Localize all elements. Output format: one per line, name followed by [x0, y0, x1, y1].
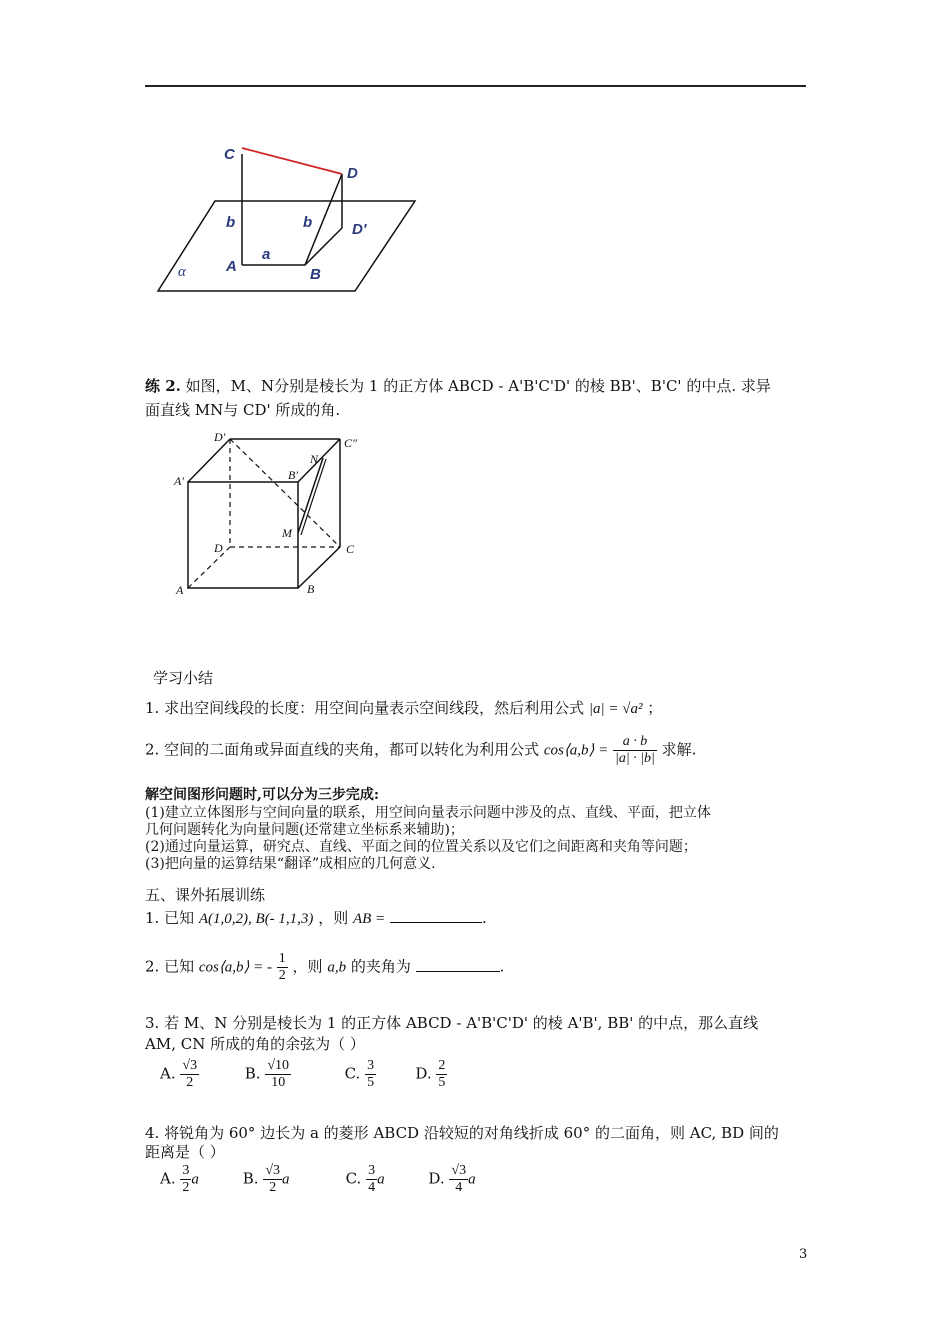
label-a-point: A — [226, 258, 237, 275]
figure-plane-diagram — [150, 140, 430, 300]
q2-den: 2 — [278, 968, 286, 983]
q1-ab: AB = — [353, 911, 386, 927]
figure-cube — [170, 425, 370, 605]
q2-math: cos⟨a,b⟩ = - — [198, 959, 272, 976]
summary-item1 — [145, 697, 662, 718]
cube-label-d: D — [214, 541, 223, 555]
summary-item1-formula: |a| = √a² — [588, 701, 643, 717]
q4-options — [160, 1163, 498, 1196]
exercise2-line1 — [145, 375, 771, 396]
steps-line1b: 几何问题转化为向量问题(还常建立坐标系来辅助)； — [145, 822, 464, 838]
summary-title: 学习小结 — [153, 669, 214, 687]
cube-label-a: A — [176, 583, 184, 597]
q4-option-c[interactable]: C. $\frac{3}{4}$ a — [345, 1163, 385, 1195]
steps-heading: 解空间图形问题时,可以分为三步完成: — [145, 787, 380, 803]
q2-end: . — [499, 957, 505, 976]
steps-line3: (3)把向量的运算结果“翻译”成相应的几何意义. — [145, 856, 436, 872]
summary-item2-num: a · b — [613, 734, 657, 751]
exercise2-line2: 面直线 MN与 CD' 所成的角. — [145, 401, 341, 419]
summary-item2-end: 求解. — [661, 740, 697, 759]
q4-option-b[interactable]: B. $\frac{√3}{2}$ a — [242, 1163, 290, 1195]
q2-ab: a,b — [327, 959, 347, 976]
cube-label-a1: A′ — [174, 474, 184, 488]
summary-item1-end: ； — [647, 699, 663, 717]
label-b-left: b — [226, 214, 236, 231]
cube-label-d1: D′ — [214, 430, 226, 444]
q3-option-d[interactable]: D. $\frac{2}{5}$ — [415, 1058, 446, 1090]
label-alpha: α — [178, 264, 186, 280]
label-b-point: B — [310, 266, 321, 283]
summary-item2 — [145, 734, 696, 767]
summary-item2-fraction — [613, 734, 657, 767]
steps-line2: (2)通过向量运算，研究点、直线、平面之间的位置关系以及它们之间距离和夹角等问题； — [145, 839, 697, 855]
exercise2-label: 练 2. — [145, 377, 181, 395]
label-a-length: a — [262, 246, 271, 263]
exercise2-text1: 如图，M、N分别是棱长为 1 的正方体 ABCD - A'B'C'D' 的棱 BB'、B'C' 的中点. 求异 — [185, 377, 771, 395]
summary-item2-den: |a| · |b| — [614, 751, 655, 766]
cube-label-b: B — [307, 582, 315, 596]
q2-mid: ，则 — [292, 957, 323, 976]
q3-line1: 3. 若 M、N 分别是棱长为 1 的正方体 ABCD - A'B'C'D' 的棱 A'B', BB' 的中点，那么直线 — [145, 1014, 759, 1032]
q3-option-b[interactable]: B. $\frac{√10}{10}$ — [244, 1058, 290, 1090]
q3-line2: AM, CN 所成的角的余弦为（ ） — [145, 1035, 365, 1053]
cube-label-c: C — [346, 542, 355, 556]
summary-item2-text: 2. 空间的二面角或异面直线的夹角，都可以转化为利用公式 — [145, 740, 540, 759]
q2-post: 的夹角为 — [350, 957, 411, 976]
q1-pre: 1. 已知 — [145, 909, 195, 927]
plane-alpha-outline — [158, 201, 415, 291]
cube-label-c1: C″ — [344, 436, 358, 450]
page-number: 3 — [799, 1247, 808, 1262]
q3-option-a[interactable]: A. $\frac{√3}{2}$ — [160, 1058, 198, 1090]
q2-fraction — [277, 951, 288, 984]
section5-title: 五、课外拓展训练 — [145, 886, 266, 904]
q2-answer-blank[interactable] — [416, 971, 500, 972]
header-rule — [145, 85, 806, 87]
question1 — [145, 907, 487, 928]
summary-item2-formula-left: cos⟨a,b⟩ = — [543, 742, 609, 759]
summary-item1-text: 1. 求出空间线段的长度：用空间向量表示空间线段，然后利用公式 — [145, 699, 585, 717]
label-c: C — [224, 146, 235, 163]
segment-bd-prime — [305, 228, 342, 265]
q4-option-d[interactable]: D. $\frac{√3}{4}$ a — [428, 1163, 476, 1195]
q4-line2: 距离是（ ） — [145, 1143, 225, 1161]
cube-label-b1: B′ — [288, 468, 298, 482]
label-d-prime: D' — [352, 221, 367, 238]
question2 — [145, 951, 504, 984]
q1-answer-blank[interactable] — [390, 922, 482, 923]
steps-line1a: (1)建立立体图形与空间向量的联系，用空间向量表示问题中涉及的点、直线、平面，把立体 — [145, 805, 711, 821]
label-d: D — [347, 165, 358, 182]
q1-math: A(1,0,2), B(- 1,1,3) — [198, 911, 314, 927]
q3-options — [160, 1058, 475, 1091]
q4-option-a[interactable]: A. $\frac{3}{2}$ a — [160, 1163, 199, 1195]
segment-cd-red — [242, 148, 342, 174]
q2-pre: 2. 已知 — [145, 957, 195, 976]
cube-label-n: N — [310, 452, 319, 466]
q1-mid: ，则 — [318, 909, 349, 927]
q4-line1: 4. 将锐角为 60° 边长为 a 的菱形 ABCD 沿较短的对角线折成 60° 的二面角，则 AC, BD 间的 — [145, 1124, 779, 1142]
cube-label-m: M — [282, 526, 292, 540]
q1-end: . — [482, 909, 487, 927]
label-b-right: b — [303, 214, 313, 231]
q2-num: 1 — [278, 951, 286, 966]
q3-option-c[interactable]: C. $\frac{3}{5}$ — [344, 1058, 375, 1090]
